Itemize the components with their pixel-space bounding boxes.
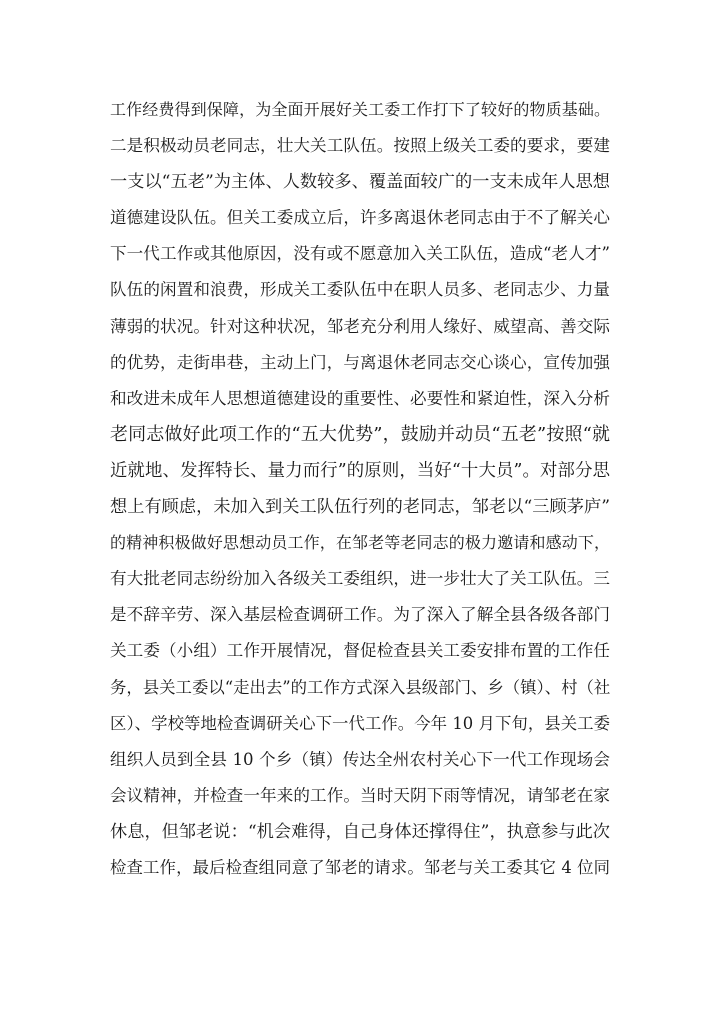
text-line: 二是积极动员老同志，壮大关工队伍。按照上级关工委的要求，要建 bbox=[110, 136, 610, 156]
text-line: 是不辞辛劳、深入基层检查调研工作。为了深入了解全县各级各部门 bbox=[110, 605, 610, 625]
text-line: 想上有顾虑，未加入到关工队伍行列的老同志，邹老以“三顾茅庐” bbox=[110, 497, 610, 518]
text-line: 关工委（小组）工作开展情况，督促检查县关工委安排布置的工作任 bbox=[110, 641, 610, 661]
text-line: 检查工作，最后检查组同意了邹老的请求。邹老与关工委其它 4 位同 bbox=[110, 857, 610, 877]
text-line: 区）、学校等地检查调研关心下一代工作。今年 10 月下旬，县关工委 bbox=[110, 713, 610, 733]
text-line: 和改进未成年人思想道德建设的重要性、必要性和紧迫性，深入分析 bbox=[110, 388, 610, 408]
text-line: 薄弱的状况。针对这种状况，邹老充分利用人缘好、威望高、善交际 bbox=[110, 316, 610, 336]
text-line: 的优势，走街串巷，主动上门，与离退休老同志交心谈心，宣传加强 bbox=[110, 352, 610, 372]
text-line: 道德建设队伍。但关工委成立后，许多离退休老同志由于不了解关心 bbox=[110, 208, 610, 228]
text-line: 有大批老同志纷纷加入各级关工委组织，进一步壮大了关工队伍。三 bbox=[110, 569, 610, 589]
text-line: 一支以“五老”为主体、人数较多、覆盖面较广的一支未成年人思想 bbox=[110, 172, 610, 193]
text-line: 的精神积极做好思想动员工作，在邹老等老同志的极力邀请和感动下， bbox=[110, 533, 610, 553]
text-line: 组织人员到全县 10 个乡（镇）传达全州农村关心下一代工作现场会 bbox=[110, 749, 610, 769]
text-line: 休息，但邹老说：“机会难得，自己身体还撑得住”，执意参与此次 bbox=[110, 821, 610, 842]
text-line: 队伍的闲置和浪费，形成关工委队伍中在职人员多、老同志少、力量 bbox=[110, 280, 610, 300]
text-line: 工作经费得到保障，为全面开展好关工委工作打下了较好的物质基础。 bbox=[110, 100, 610, 119]
text-line: 下一代工作或其他原因，没有或不愿意加入关工队伍，造成“老人才” bbox=[110, 244, 610, 264]
text-line: 近就地、发挥特长、量力而行”的原则，当好“十大员”。对部分思 bbox=[110, 460, 610, 481]
text-line: 会议精神，并检查一年来的工作。当时天阴下雨等情况，请邹老在家 bbox=[110, 785, 610, 805]
text-line: 老同志做好此项工作的“五大优势”，鼓励并动员“五老”按照“就 bbox=[110, 423, 610, 445]
text-line: 务，县关工委以“走出去”的工作方式深入县级部门、乡（镇）、村（社 bbox=[110, 677, 611, 697]
body-text bbox=[110, 92, 610, 886]
